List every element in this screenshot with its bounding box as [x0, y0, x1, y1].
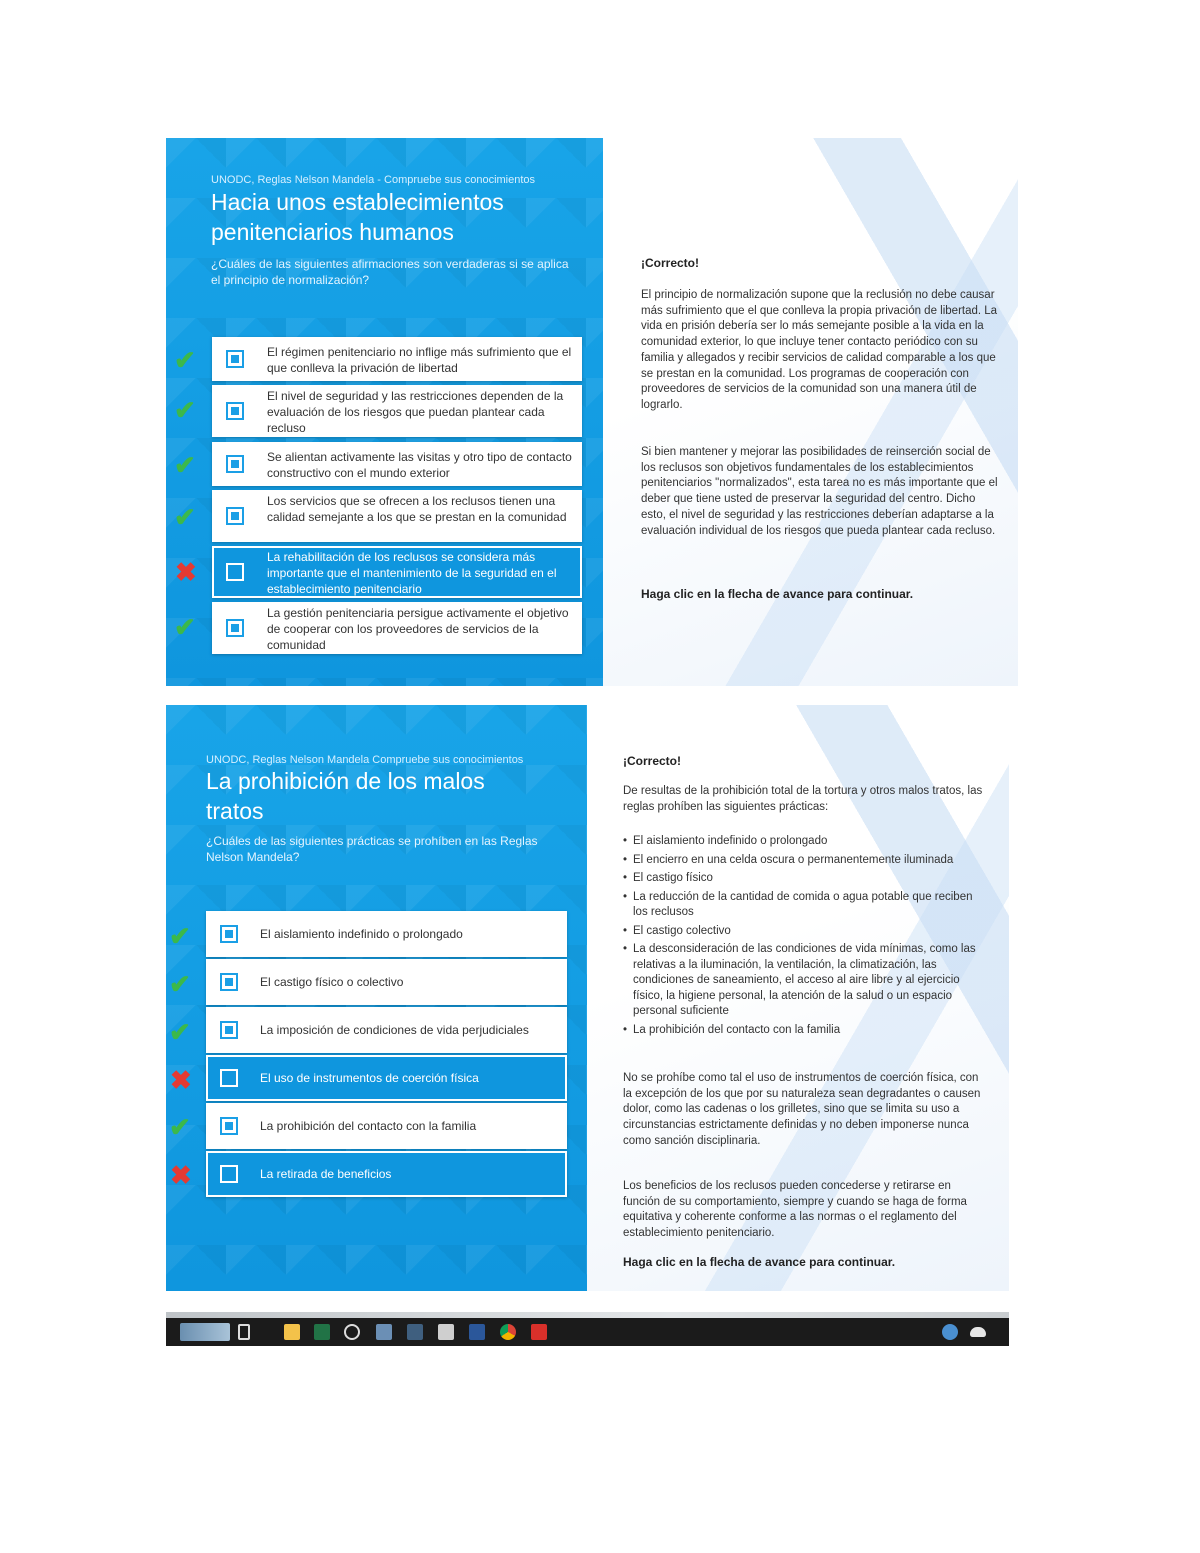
feedback-panel — [603, 138, 1018, 686]
answer-option[interactable] — [212, 490, 582, 542]
course-kicker: UNODC, Reglas Nelson Mandela - Compruebe sus conocimientos — [211, 174, 536, 186]
list-item: • La reducción de la cantidad de comida o agua potable que reciben los reclusos — [623, 890, 983, 921]
option-label: La gestión penitenciaria persigue activamente el objetivo de cooperar con los proveedores de servicios de la comunidad — [267, 606, 569, 652]
settings-icon[interactable] — [344, 1324, 360, 1340]
correct-check-icon: ✔ — [169, 969, 191, 999]
feedback-paragraph: No se prohíbe como tal el uso de instrumentos de coerción física, con la excepción de los que por su naturaleza sean degradantes o causen dolor, como las cadenas o los grilletes, sino que se limita su uso a circunstancias estrictamente definidas y no deben imponerse nunca como sanción disciplinaria. — [623, 1072, 981, 1147]
correct-check-icon: ✔ — [174, 345, 196, 375]
option-label: La retirada de beneficios — [260, 1167, 392, 1181]
option-label: El uso de instrumentos de coerción física — [260, 1071, 479, 1085]
slide-title-line1: La prohibición de los malos — [206, 768, 485, 794]
onedrive-icon[interactable] — [970, 1327, 986, 1337]
slide-title-line2: tratos — [206, 798, 264, 824]
correct-check-icon: ✔ — [169, 1017, 191, 1047]
answer-option[interactable] — [212, 337, 582, 381]
feedback-intro: De resultas de la prohibición total de la tortura y otros malos tratos, las reglas prohíben las siguientes prácticas: — [623, 785, 983, 813]
start-icon[interactable] — [180, 1323, 230, 1341]
checkbox-checked-icon[interactable] — [226, 350, 244, 368]
checkbox-checked-icon[interactable] — [226, 619, 244, 637]
checkbox-checked-icon[interactable] — [220, 925, 238, 943]
option-label: El nivel de seguridad y las restricciones dependen de la evaluación de los riesgos que puedan plantear cada recluso — [267, 389, 564, 435]
answer-option[interactable] — [212, 546, 582, 598]
checkbox-unchecked-icon[interactable] — [220, 1165, 238, 1183]
correct-check-icon: ✔ — [169, 1112, 191, 1142]
option-label: Los servicios que se ofrecen a los reclusos tienen una calidad semejante a los que se prestan en la comunidad — [267, 494, 567, 524]
option-label: Se alientan activamente las visitas y otro tipo de contacto constructivo con el mundo exterior — [267, 450, 572, 480]
incorrect-x-icon: ✖ — [175, 557, 197, 587]
feedback-heading: ¡Correcto! — [641, 256, 700, 270]
answer-option[interactable] — [206, 1055, 567, 1101]
correct-check-icon: ✔ — [174, 502, 196, 532]
network-icon[interactable] — [942, 1324, 958, 1340]
list-item: • El encierro en una celda oscura o permanentemente iluminada — [623, 853, 983, 869]
correct-check-icon: ✔ — [169, 921, 191, 951]
option-label: El régimen penitenciario no inflige más sufrimiento que el que conlleva la privación de libertad — [267, 345, 572, 375]
excel-icon[interactable] — [314, 1324, 330, 1340]
option-label: La prohibición del contacto con la familia — [260, 1119, 477, 1133]
checkbox-unchecked-icon[interactable] — [226, 563, 244, 581]
checkbox-checked-icon[interactable] — [226, 402, 244, 420]
option-label: La imposición de condiciones de vida perjudiciales — [260, 1023, 529, 1037]
continue-instruction: Haga clic en la flecha de avance para continuar. — [641, 587, 914, 601]
option-label: El castigo físico o colectivo — [260, 975, 404, 989]
feedback-panel — [587, 705, 1009, 1291]
continue-instruction: Haga clic en la flecha de avance para continuar. — [623, 1255, 896, 1269]
answer-option[interactable] — [212, 385, 582, 437]
answer-option[interactable] — [206, 1103, 567, 1149]
task-view-icon[interactable] — [238, 1324, 250, 1340]
checkbox-checked-icon[interactable] — [220, 1117, 238, 1135]
incorrect-x-icon: ✖ — [170, 1065, 192, 1095]
answer-option[interactable] — [206, 1007, 567, 1053]
slide-title-line1: Hacia unos establecimientos — [211, 189, 504, 215]
answer-option[interactable] — [212, 602, 582, 654]
people-icon[interactable] — [407, 1324, 423, 1340]
incorrect-x-icon: ✖ — [170, 1160, 192, 1190]
correct-check-icon: ✔ — [174, 612, 196, 642]
correct-check-icon: ✔ — [174, 450, 196, 480]
feedback-paragraph: Si bien mantener y mejorar las posibilidades de reinserción social de los reclusos son objetivos fundamentales de los establecimientos penitenciarios "normalizados", esta tarea no es más importante que el deber que tiene usted de preservar la seguridad del centro. Dicho esto, el nivel de seguridad y las restricciones deberían adaptarse a la evaluación individual de los riesgos que pueda plantear cada recluso. — [641, 446, 998, 537]
question-panel — [166, 138, 603, 686]
list-item: • El aislamiento indefinido o prolongado — [623, 834, 983, 850]
file-explorer-icon[interactable] — [284, 1324, 300, 1340]
feedback-heading: ¡Correcto! — [623, 754, 682, 768]
photos-icon[interactable] — [376, 1324, 392, 1340]
calculator-icon[interactable] — [438, 1324, 454, 1340]
course-kicker: UNODC, Reglas Nelson Mandela Compruebe sus conocimientos — [206, 754, 524, 766]
answer-option[interactable] — [206, 959, 567, 1005]
checkbox-checked-icon[interactable] — [220, 973, 238, 991]
question-text: ¿Cuáles de las siguientes prácticas se prohíben en las Reglas Nelson Mandela? — [206, 834, 538, 864]
list-item: • La desconsideración de las condiciones de vida mínimas, como las relativas a la iluminación, la ventilación, la climatización, las condiciones de saneamiento, el acceso al aire libre y al ejercicio físico, la higiene personal, la atención de la salud o un espacio personal suficiente — [623, 942, 983, 1020]
feedback-paragraph: El principio de normalización supone que la reclusión no debe causar más sufrimiento que el que conlleva la propia privación de libertad. La vida en prisión debería ser lo más semejante posible a la vida en la comunidad exterior, lo que incluye tener contacto periódico con su familia y allegados y recibir servicios de calidad comparable a los que se prestan en la comunidad. Los programas de cooperación con proveedores de servicios de la comunidad son una manera útil de lograrlo. — [641, 289, 998, 411]
answer-option[interactable] — [206, 911, 567, 957]
answer-option[interactable] — [206, 1151, 567, 1197]
slide-title — [211, 187, 504, 247]
windows-taskbar — [166, 1318, 1009, 1346]
list-item: • El castigo colectivo — [623, 924, 983, 940]
feedback-paragraph: Los beneficios de los reclusos pueden concederse y retirarse en función de su comportamiento, siempre y cuando se haga de forma equitativa y coherente conforme a las normas o el reglamento del establecimiento penitenciario. — [623, 1180, 967, 1240]
checkbox-checked-icon[interactable] — [226, 455, 244, 473]
question-panel — [166, 705, 587, 1291]
option-label: El aislamiento indefinido o prolongado — [260, 927, 463, 941]
question-text: ¿Cuáles de las siguientes afirmaciones son verdaderas si se aplica el principio de normalización? — [211, 257, 569, 287]
chrome-icon[interactable] — [500, 1324, 516, 1340]
correct-check-icon: ✔ — [174, 395, 196, 425]
checkbox-checked-icon[interactable] — [220, 1021, 238, 1039]
option-label: La rehabilitación de los reclusos se considera más importante que el mantenimiento de la seguridad en el establecimiento penitenciario — [267, 550, 557, 596]
slide-title — [206, 766, 485, 826]
checkbox-unchecked-icon[interactable] — [220, 1069, 238, 1087]
slide-normalizacion — [166, 138, 1018, 686]
checkbox-checked-icon[interactable] — [226, 507, 244, 525]
slide-title-line2: penitenciarios humanos — [211, 219, 454, 245]
prohibited-practices-list — [623, 834, 983, 1041]
list-item: • La prohibición del contacto con la familia — [623, 1023, 983, 1039]
answer-option[interactable] — [212, 442, 582, 486]
list-item: • El castigo físico — [623, 871, 983, 887]
acrobat-icon[interactable] — [531, 1324, 547, 1340]
word-icon[interactable] — [469, 1324, 485, 1340]
slide-malos-tratos — [166, 705, 1009, 1291]
